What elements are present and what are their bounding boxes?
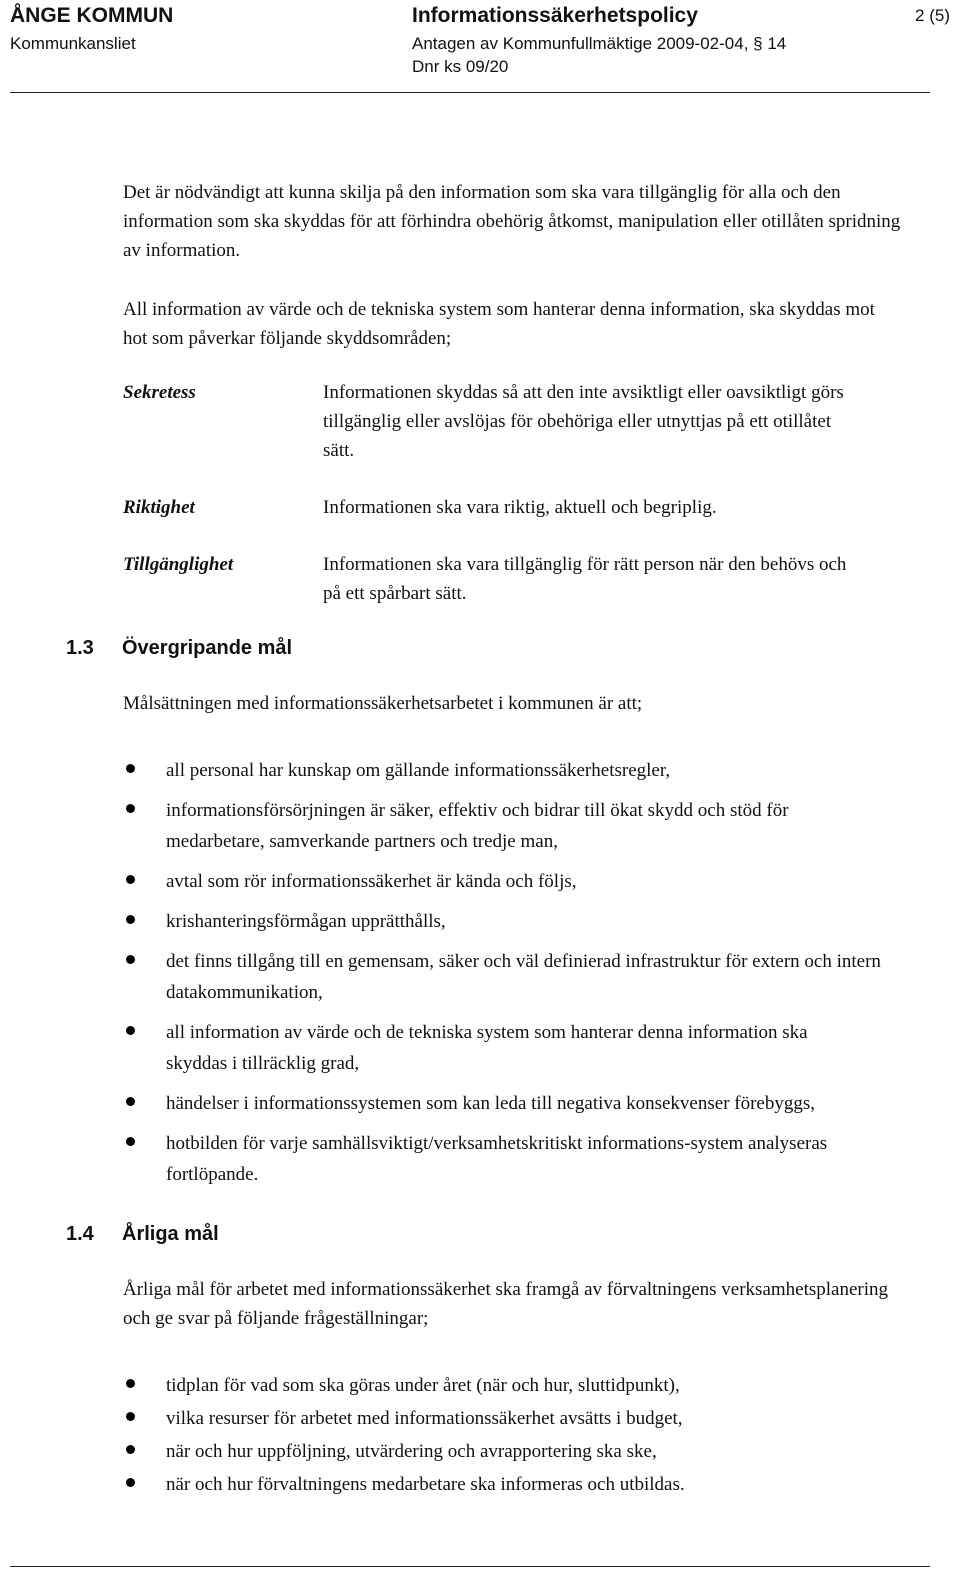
definition-sekretess — [123, 378, 853, 465]
bullet-icon — [126, 875, 135, 884]
list-item — [123, 866, 903, 897]
bullet-icon — [126, 764, 135, 773]
definition-term: Sekretess — [123, 382, 196, 403]
definition-term: Tillgänglighet — [123, 554, 234, 575]
list-item-text: all information av värde och de tekniska system som hanterar denna information ska skyddas i tillräcklig grad, — [166, 1022, 808, 1074]
list-item-text: tidplan för vad som ska göras under året (när och hur, sluttidpunkt), — [166, 1375, 680, 1396]
bullet-icon — [126, 1137, 135, 1146]
list-item-text: all personal har kunskap om gällande informationssäkerhetsregler, — [166, 760, 671, 781]
definition-riktighet — [123, 493, 923, 522]
list-item-text: krishanteringsförmågan upprätthålls, — [166, 911, 446, 932]
list-item-text: händelser i informationssystemen som kan leda till negativa konsekvenser förebyggs, — [166, 1093, 816, 1114]
list-item-text: informationsförsörjningen är säker, effektiv och bidrar till ökat skydd och stöd för medarbetare, samverkande partners och tredje man, — [166, 800, 789, 852]
section-title: Årliga mål — [122, 1223, 219, 1245]
list-item — [123, 906, 903, 937]
list-item — [123, 1017, 866, 1079]
list-item — [123, 1128, 886, 1190]
list-item — [123, 1370, 903, 1401]
list-item — [123, 795, 866, 857]
list-item — [123, 1403, 903, 1434]
goals-list — [123, 755, 903, 1199]
intro-paragraph-1 — [123, 178, 903, 265]
page-header — [10, 4, 950, 88]
bullet-icon — [126, 955, 135, 964]
definition-text: Informationen ska vara tillgänglig för rätt person när den behövs och på ett spårbart sätt. — [323, 554, 847, 604]
page-number: 2 (5) — [915, 6, 950, 25]
list-item — [123, 755, 903, 786]
goals-intro-text: Målsättningen med informationssäkerhetsarbetet i kommunen är att; — [123, 693, 643, 714]
list-item-text: det finns tillgång till en gemensam, säker och väl definierad infrastruktur för extern och intern datakommunikation, — [166, 951, 881, 1003]
yearly-goals-intro — [123, 1275, 903, 1333]
list-item-text: hotbilden för varje samhällsviktigt/verksamhetskritiskt informations-system analyseras fortlöpande. — [166, 1133, 828, 1185]
definition-term: Riktighet — [123, 497, 195, 518]
list-item — [123, 946, 926, 1008]
list-item-text: när och hur uppföljning, utvärdering och avrapportering ska ske, — [166, 1441, 657, 1462]
list-item — [123, 1436, 903, 1467]
intro-paragraph-2 — [123, 295, 903, 353]
section-heading-1-3 — [66, 637, 292, 660]
bullet-icon — [126, 804, 135, 813]
bullet-icon — [126, 1478, 135, 1487]
yearly-intro-text: Årliga mål för arbetet med informationssäkerhet ska framgå av förvaltningens verksamhetsplanering och ge svar på följande frågeställningar; — [123, 1279, 889, 1329]
list-item-text: avtal som rör informationssäkerhet är kända och följs, — [166, 871, 577, 892]
organization-name: ÅNGE KOMMUN — [10, 4, 174, 27]
definition-tillganglighet — [123, 550, 853, 608]
section-heading-1-4 — [66, 1223, 219, 1246]
list-item — [123, 1469, 903, 1500]
section-number: 1.4 — [66, 1223, 94, 1245]
list-item-text: vilka resurser för arbetet med informationssäkerhet avsätts i budget, — [166, 1408, 683, 1429]
intro-text-2: All information av värde och de tekniska system som hanterar denna information, ska skyddas mot hot som påverkar följande skyddsområden; — [123, 299, 875, 349]
document-title: Informationssäkerhetspolicy — [412, 4, 698, 27]
list-item — [123, 1088, 936, 1119]
intro-text-1: Det är nödvändigt att kunna skilja på den information som ska vara tillgänglig för alla och den information som ska skyddas för att förhindra obehörig åtkomst, manipulation eller otillåten spridning av information. — [123, 182, 901, 261]
header-divider — [10, 92, 930, 93]
bullet-icon — [126, 1097, 135, 1106]
adoption-note: Antagen av Kommunfullmäktige 2009-02-04, § 14 — [412, 34, 787, 53]
bullet-icon — [126, 1445, 135, 1454]
yearly-goals-list — [123, 1370, 903, 1502]
bullet-icon — [126, 1379, 135, 1388]
goals-intro — [123, 689, 903, 718]
section-number: 1.3 — [66, 637, 94, 659]
list-item-text: när och hur förvaltningens medarbetare ska informeras och utbildas. — [166, 1474, 685, 1495]
department-name: Kommunkansliet — [10, 34, 136, 53]
bullet-icon — [126, 1026, 135, 1035]
definition-text: Informationen ska vara riktig, aktuell och begriplig. — [323, 497, 717, 518]
section-title: Övergripande mål — [122, 637, 293, 659]
definition-text: Informationen skyddas så att den inte avsiktligt eller oavsiktligt görs tillgänglig eller avslöjas för obehöriga eller utnyttjas på ett otillåtet sätt. — [323, 382, 844, 461]
bullet-icon — [126, 1412, 135, 1421]
footer-divider — [10, 1566, 930, 1567]
bullet-icon — [126, 915, 135, 924]
registration-number: Dnr ks 09/20 — [412, 57, 509, 76]
